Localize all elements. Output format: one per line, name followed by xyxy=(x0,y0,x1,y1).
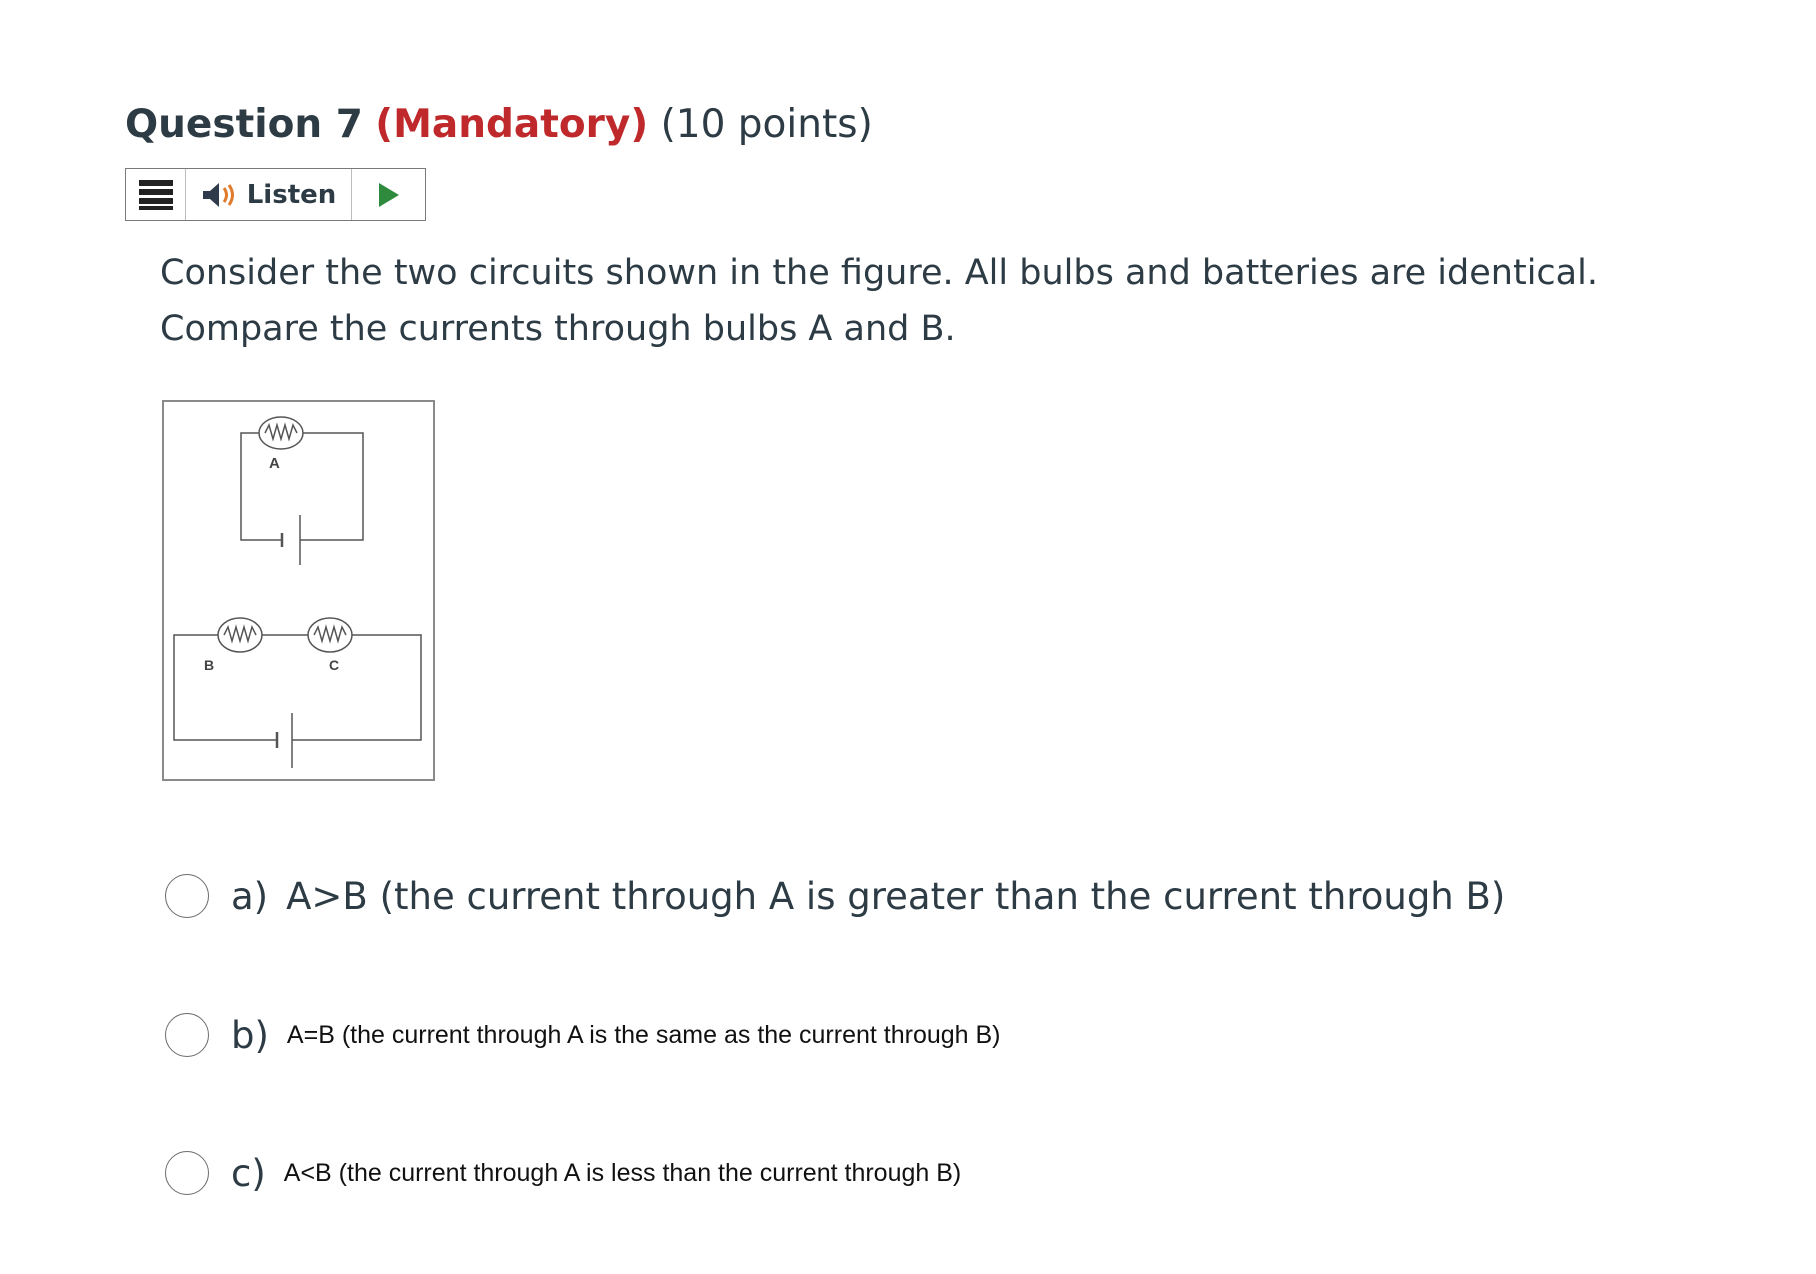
option-b-letter: b) xyxy=(231,1013,269,1057)
mandatory-label: (Mandatory) xyxy=(375,102,649,147)
prompt-line-2: Compare the currents through bulbs A and B. xyxy=(160,309,956,349)
listen-label: Listen xyxy=(246,179,337,210)
readspeaker-toolbar xyxy=(125,168,426,221)
prompt-line-1: Consider the two circuits shown in the figure. All bulbs and batteries are identical. xyxy=(160,253,1598,293)
menu-button[interactable] xyxy=(126,169,186,220)
option-a-letter: a) xyxy=(231,874,269,918)
bulb-b xyxy=(218,618,262,652)
question-number: Question 7 xyxy=(125,102,363,147)
bulb-label-c: C xyxy=(329,657,340,673)
menu-icon xyxy=(139,180,173,210)
bulb-a xyxy=(259,417,303,449)
bulb-c xyxy=(308,618,352,652)
play-icon xyxy=(377,182,401,208)
option-b[interactable] xyxy=(165,1013,1001,1057)
radio-option-c[interactable] xyxy=(165,1151,209,1195)
circuit-figure xyxy=(162,400,436,782)
speaker-icon xyxy=(201,180,241,210)
radio-option-a[interactable] xyxy=(165,874,209,918)
option-a-text: A>B (the current through A is greater than the current through B) xyxy=(286,874,1506,918)
question-title xyxy=(125,100,873,150)
listen-button[interactable] xyxy=(186,169,352,220)
option-a[interactable] xyxy=(165,874,1505,918)
option-c-letter: c) xyxy=(231,1151,266,1195)
play-button[interactable] xyxy=(352,169,425,220)
bulb-label-b: B xyxy=(204,657,215,673)
radio-option-b[interactable] xyxy=(165,1013,209,1057)
points-label: (10 points) xyxy=(660,102,873,147)
question-prompt xyxy=(160,245,1660,357)
bulb-label-a: A xyxy=(269,455,280,472)
figure-border xyxy=(163,401,434,780)
option-b-text: A=B (the current through A is the same as the current through B) xyxy=(286,1020,1001,1049)
option-c-text: A<B (the current through A is less than the current through B) xyxy=(283,1158,962,1187)
option-c[interactable] xyxy=(165,1151,961,1195)
